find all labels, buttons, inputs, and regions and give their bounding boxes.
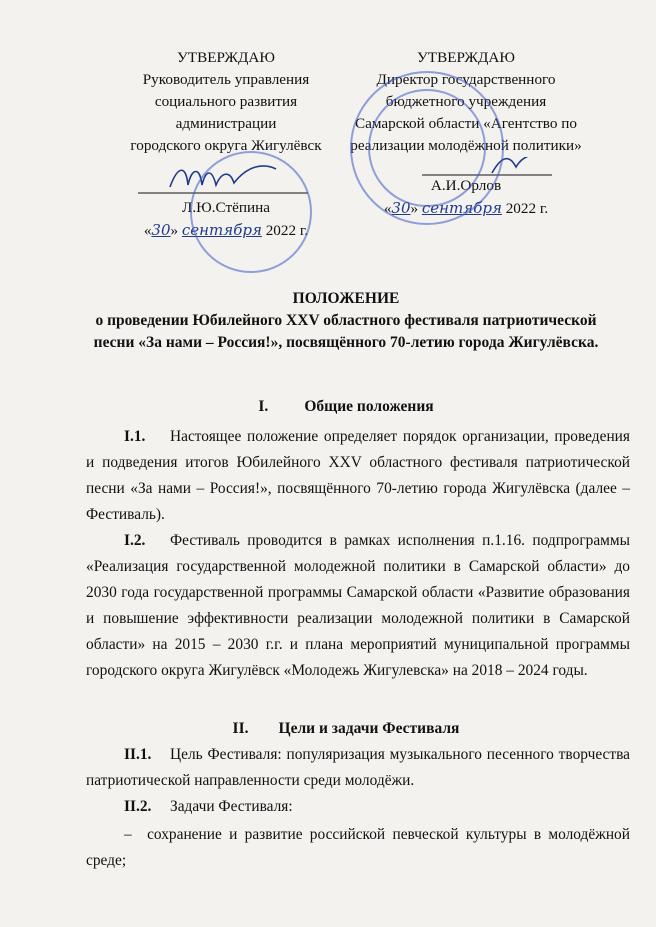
stamp-mark	[190, 151, 312, 273]
approval-position-line: реализации молодёжной политики»	[350, 137, 582, 154]
paragraph-text: Фестиваль проводится в рамках исполнения п.1.16. подпрограммы «Реализация государственной молодежной политики в Самарской области» до 2030 года государственной программы Самарской области «Развитие образования и повышение эффективности реализации молодежной политики в Самарской области» на 2015 – 2030 г.г. и плана мероприятий муниципальной программы городского округа Жигулёвск «Молодежь Жигулевска» на 2018 – 2024 годы.	[86, 532, 630, 679]
title-heading: ПОЛОЖЕНИЕ	[292, 290, 400, 307]
approval-position-line: Руководитель управления	[142, 71, 310, 88]
paragraph	[86, 424, 630, 528]
paragraph	[86, 794, 630, 820]
approval-year: 2022 г.	[505, 200, 549, 217]
paragraph	[86, 742, 630, 794]
section-number: I.	[258, 398, 269, 415]
approval-signatory-name: А.И.Орлов	[430, 177, 502, 194]
paragraph	[86, 528, 630, 684]
title-subheading: песни «За нами – Россия!», посвящённого 70-летию города Жигулёвска.	[93, 334, 599, 351]
section-title: Цели и задачи Фестиваля	[278, 720, 460, 737]
approval-position-line: городского округа Жигулёвск	[130, 137, 322, 154]
paragraph-number: I.2.	[124, 532, 146, 549]
title-subheading: о проведении Юбилейного XXV областного фестиваля патриотической	[95, 312, 597, 329]
paragraph-number: II.2.	[124, 798, 152, 815]
approval-year: 2022 г.	[265, 222, 309, 239]
section-heading	[60, 720, 632, 738]
section-title: Общие положения	[304, 398, 434, 415]
document-title	[60, 288, 632, 354]
list-item: – сохранение и развитие российской певческой культуры в молодёжной среде;	[86, 826, 630, 869]
signature-area	[108, 157, 344, 197]
section-number: II.	[232, 720, 249, 737]
approval-heading: УТВЕРЖДАЮ	[417, 49, 515, 66]
right-approval-block	[342, 47, 590, 220]
approval-month: сентября	[421, 199, 502, 217]
approval-position-line: социального развития администрации	[154, 93, 298, 132]
left-approval-block	[108, 47, 344, 242]
paragraph-number: II.1.	[124, 746, 152, 763]
paragraph-text: Цель Фестиваля: популяризация музыкального песенного творчества патриотической направленности среди молодёжи.	[86, 746, 630, 789]
approval-position-line: бюджетного учреждения	[385, 93, 547, 110]
signature-area	[342, 157, 590, 175]
paragraph-number: I.1.	[124, 428, 146, 445]
paragraph-text: Задачи Фестиваля:	[170, 798, 293, 815]
approval-day: 30	[151, 221, 171, 239]
paragraph-text: Настоящее положение определяет порядок организации, проведения и подведения итогов Юбилейного XXV областного фестиваля патриотической песни «За нами – Россия!», посвящённого 70-летию города Жигулёвска (далее – Фестиваль).	[86, 428, 630, 523]
approval-signatory-name: Л.Ю.Стёпина	[182, 199, 270, 216]
approval-heading: УТВЕРЖДАЮ	[177, 49, 275, 66]
stamp-inner-ring	[368, 89, 486, 207]
approval-day: 30	[391, 199, 411, 217]
approval-date: «30» сентября 2022 г.	[383, 199, 549, 217]
section-heading	[60, 398, 632, 416]
approval-month: сентября	[181, 221, 262, 239]
approval-position-line: Директор государственного	[376, 71, 556, 88]
approval-position-line: Самарской области «Агентство по	[355, 115, 577, 132]
approval-date: «30» сентября 2022 г.	[143, 221, 309, 239]
